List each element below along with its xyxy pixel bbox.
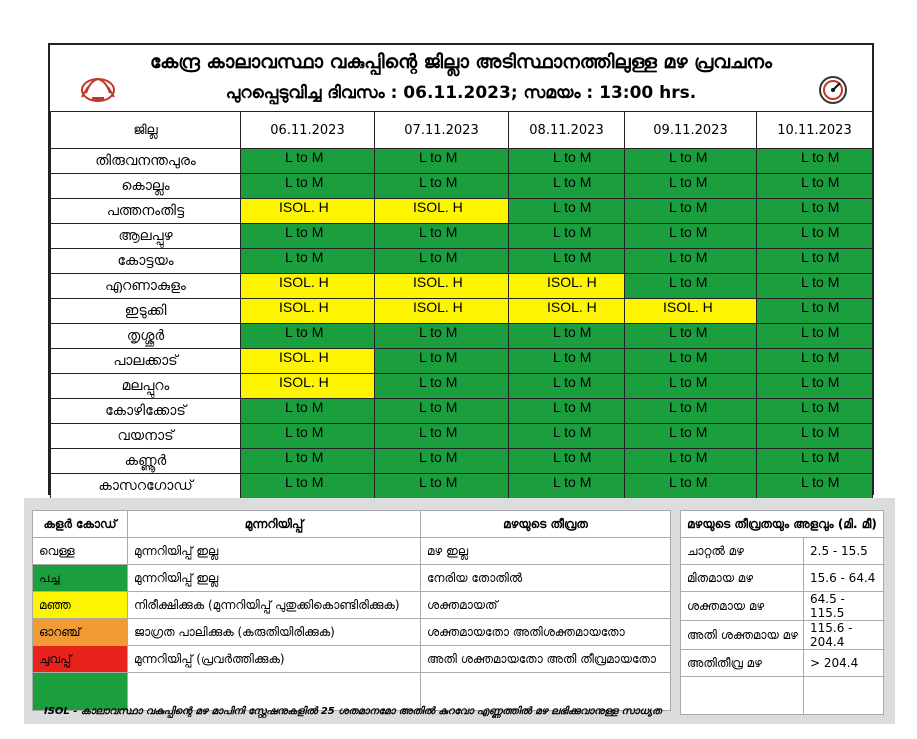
date-header: 10.11.2023 [757, 112, 873, 149]
legend-warning: ജാഗ്രത പാലിക്കുക (കരുതിയിരിക്കുക) [128, 619, 421, 646]
forecast-cell: L to M [625, 324, 757, 349]
forecast-cell: ISOL. H [509, 299, 625, 324]
forecast-cell: ISOL. H [625, 299, 757, 324]
forecast-table [50, 111, 873, 499]
legend-row [33, 565, 671, 592]
forecast-cell: L to M [375, 399, 509, 424]
forecast-cell: L to M [625, 424, 757, 449]
legend-warning: മുന്നറിയിപ്പ് ഇല്ല [128, 565, 421, 592]
district-name: മലപ്പുറം [51, 374, 241, 399]
forecast-cell: L to M [241, 149, 375, 174]
amount-label: ചാറ്റൽ മഴ [681, 538, 804, 565]
forecast-cell: L to M [375, 374, 509, 399]
district-row [51, 174, 873, 199]
issued-date-time: പുറപ്പെടുവിച്ച ദിവസം : 06.11.2023; സമയം : 13:00 hrs. [225, 83, 697, 103]
district-row [51, 424, 873, 449]
forecast-cell: L to M [757, 249, 873, 274]
amount-row [681, 592, 884, 621]
forecast-cell: ISOL. H [241, 349, 375, 374]
amount-range: 2.5 - 15.5 [804, 538, 884, 565]
legend-empty-row [33, 673, 671, 711]
legend-empty-cell [421, 673, 671, 711]
forecast-cell: L to M [757, 224, 873, 249]
forecast-cell: L to M [625, 274, 757, 299]
district-name: തൃശ്ശൂർ [51, 324, 241, 349]
forecast-cell: L to M [625, 399, 757, 424]
forecast-cell: L to M [509, 224, 625, 249]
amount-empty-cell [804, 677, 884, 715]
forecast-cell: L to M [375, 349, 509, 374]
forecast-cell: L to M [509, 174, 625, 199]
forecast-cell: L to M [375, 424, 509, 449]
legend-color-code: മഞ്ഞ [33, 592, 128, 619]
amount-row [681, 621, 884, 650]
forecast-cell: L to M [509, 324, 625, 349]
district-row [51, 199, 873, 224]
forecast-cell: L to M [241, 224, 375, 249]
district-name: ആലപ്പുഴ [51, 224, 241, 249]
legend-intensity: അതി ശക്തമായതോ അതി തീവ്രമായതോ [421, 646, 671, 673]
forecast-cell: L to M [375, 224, 509, 249]
district-row [51, 374, 873, 399]
district-column-header: ജില്ല [51, 112, 241, 149]
district-name: കാസറഗോഡ് [51, 474, 241, 499]
color-code-legend [32, 510, 671, 711]
forecast-cell: L to M [509, 374, 625, 399]
district-row [51, 474, 873, 499]
amount-range: 64.5 - 115.5 [804, 592, 884, 621]
forecast-cell: L to M [375, 449, 509, 474]
amount-range: 15.6 - 64.4 [804, 565, 884, 592]
district-name: പാലക്കാട് [51, 349, 241, 374]
district-row [51, 324, 873, 349]
forecast-cell: ISOL. H [241, 199, 375, 224]
isol-footnote: ISOL - കാലാവസ്ഥാ വകുപ്പിന്റെ മഴ മാപിനി സ്റ്റേഷനുകളിൽ 25 ശതമാനമോ അതിൽ കുറവോ എണ്ണത്തിൽ മഴ ലഭിക്കുവാനുള്ള സാധ്യത [44, 706, 662, 717]
district-name: കോട്ടയം [51, 249, 241, 274]
forecast-cell: L to M [509, 249, 625, 274]
forecast-cell: L to M [509, 474, 625, 499]
forecast-cell: L to M [241, 399, 375, 424]
forecast-cell: L to M [757, 474, 873, 499]
forecast-cell: L to M [757, 174, 873, 199]
forecast-cell: L to M [625, 374, 757, 399]
imd-logo-icon [818, 75, 848, 105]
forecast-cell: L to M [757, 449, 873, 474]
legend-panel [24, 498, 895, 724]
amount-empty-row [681, 677, 884, 715]
legend-color-code: ഓറഞ്ച് [33, 619, 128, 646]
forecast-cell: ISOL. H [375, 199, 509, 224]
amount-label: അതിതീവ്ര മഴ [681, 650, 804, 677]
legend-intensity: നേരിയ തോതിൽ [421, 565, 671, 592]
district-name: പത്തനംതിട്ട [51, 199, 241, 224]
forecast-cell: L to M [375, 474, 509, 499]
legend-intensity: ശക്തമായത് [421, 592, 671, 619]
legend-header-color-code: കളർ കോഡ് [33, 511, 128, 538]
legend-row [33, 619, 671, 646]
amount-range: 115.6 - 204.4 [804, 621, 884, 650]
forecast-cell: L to M [625, 224, 757, 249]
amount-row [681, 565, 884, 592]
forecast-cell: L to M [625, 199, 757, 224]
forecast-cell: L to M [757, 274, 873, 299]
amount-row [681, 650, 884, 677]
district-row [51, 224, 873, 249]
forecast-cell: ISOL. H [375, 274, 509, 299]
legend-empty-cell [33, 673, 128, 711]
forecast-cell: L to M [625, 149, 757, 174]
forecast-cell: L to M [757, 299, 873, 324]
forecast-header [50, 45, 872, 112]
forecast-cell: L to M [757, 349, 873, 374]
district-name: കൊല്ലം [51, 174, 241, 199]
forecast-cell: L to M [375, 324, 509, 349]
legend-row [33, 592, 671, 619]
forecast-cell: ISOL. H [241, 299, 375, 324]
forecast-cell: L to M [625, 349, 757, 374]
amount-row [681, 538, 884, 565]
amount-range: > 204.4 [804, 650, 884, 677]
amount-empty-cell [681, 677, 804, 715]
forecast-cell: ISOL. H [509, 274, 625, 299]
district-name: വയനാട് [51, 424, 241, 449]
forecast-cell: L to M [509, 399, 625, 424]
forecast-cell: L to M [757, 424, 873, 449]
forecast-cell: L to M [375, 149, 509, 174]
district-name: കണ്ണൂർ [51, 449, 241, 474]
district-row [51, 299, 873, 324]
forecast-cell: L to M [625, 449, 757, 474]
district-name: കോഴിക്കോട് [51, 399, 241, 424]
forecast-cell: L to M [509, 149, 625, 174]
legend-row [33, 538, 671, 565]
district-row [51, 449, 873, 474]
forecast-cell: L to M [241, 424, 375, 449]
amount-label: ശക്തമായ മഴ [681, 592, 804, 621]
amount-label: അതി ശക്തമായ മഴ [681, 621, 804, 650]
district-name: ഇടുക്കി [51, 299, 241, 324]
forecast-cell: ISOL. H [375, 299, 509, 324]
forecast-cell: L to M [757, 374, 873, 399]
amount-legend-header: മഴയുടെ തീവ്രതയും അളവും (മി. മീ) [681, 511, 884, 538]
date-header: 09.11.2023 [625, 112, 757, 149]
forecast-table-panel [48, 43, 874, 495]
date-header: 06.11.2023 [241, 112, 375, 149]
date-header-row [51, 112, 873, 149]
legend-warning: മുന്നറിയിപ്പ് ഇല്ല [128, 538, 421, 565]
forecast-cell: ISOL. H [241, 374, 375, 399]
district-row [51, 149, 873, 174]
forecast-cell: L to M [625, 474, 757, 499]
forecast-cell: L to M [509, 199, 625, 224]
forecast-cell: L to M [757, 149, 873, 174]
date-header: 08.11.2023 [509, 112, 625, 149]
date-header: 07.11.2023 [375, 112, 509, 149]
forecast-cell: ISOL. H [241, 274, 375, 299]
legend-intensity: ശക്തമായതോ അതിശക്തമായതോ [421, 619, 671, 646]
legend-warning: നിരീക്ഷിക്കുക (മുന്നറിയിപ്പ് പുതുക്കികൊണ്ടിരിക്കുക) [128, 592, 421, 619]
forecast-cell: L to M [241, 474, 375, 499]
legend-warning: മുന്നറിയിപ്പ് (പ്രവർത്തിക്കുക) [128, 646, 421, 673]
forecast-cell: L to M [509, 449, 625, 474]
rainfall-amount-legend [680, 510, 884, 715]
forecast-cell: L to M [625, 249, 757, 274]
forecast-cell: L to M [509, 424, 625, 449]
forecast-cell: L to M [625, 174, 757, 199]
legend-color-code: വെള്ള [33, 538, 128, 565]
forecast-cell: L to M [757, 324, 873, 349]
forecast-cell: L to M [241, 174, 375, 199]
forecast-cell: L to M [509, 349, 625, 374]
forecast-cell: L to M [757, 399, 873, 424]
district-name: തിരുവനന്തപുരം [51, 149, 241, 174]
legend-header-warning: മുന്നറിയിപ്പ് [128, 511, 421, 538]
district-row [51, 399, 873, 424]
legend-color-code: ചുവപ്പ് [33, 646, 128, 673]
amount-label: മിതമായ മഴ [681, 565, 804, 592]
legend-header-intensity: മഴയുടെ തീവ്രത [421, 511, 671, 538]
forecast-cell: L to M [241, 324, 375, 349]
legend-row [33, 646, 671, 673]
legend-empty-cell [128, 673, 421, 711]
district-row [51, 274, 873, 299]
legend-intensity: മഴ ഇല്ല [421, 538, 671, 565]
forecast-cell: L to M [375, 174, 509, 199]
forecast-cell: L to M [375, 249, 509, 274]
forecast-cell: L to M [241, 249, 375, 274]
legend-color-code: പച്ച [33, 565, 128, 592]
district-row [51, 349, 873, 374]
forecast-cell: L to M [757, 199, 873, 224]
page-title: കേന്ദ്ര കാലാവസ്ഥാ വകുപ്പിന്റെ ജില്ലാ അടിസ്ഥാനത്തിലുള്ള മഴ പ്രവചനം [149, 51, 773, 73]
forecast-cell: L to M [241, 449, 375, 474]
district-row [51, 249, 873, 274]
district-name: എറണാകുളം [51, 274, 241, 299]
